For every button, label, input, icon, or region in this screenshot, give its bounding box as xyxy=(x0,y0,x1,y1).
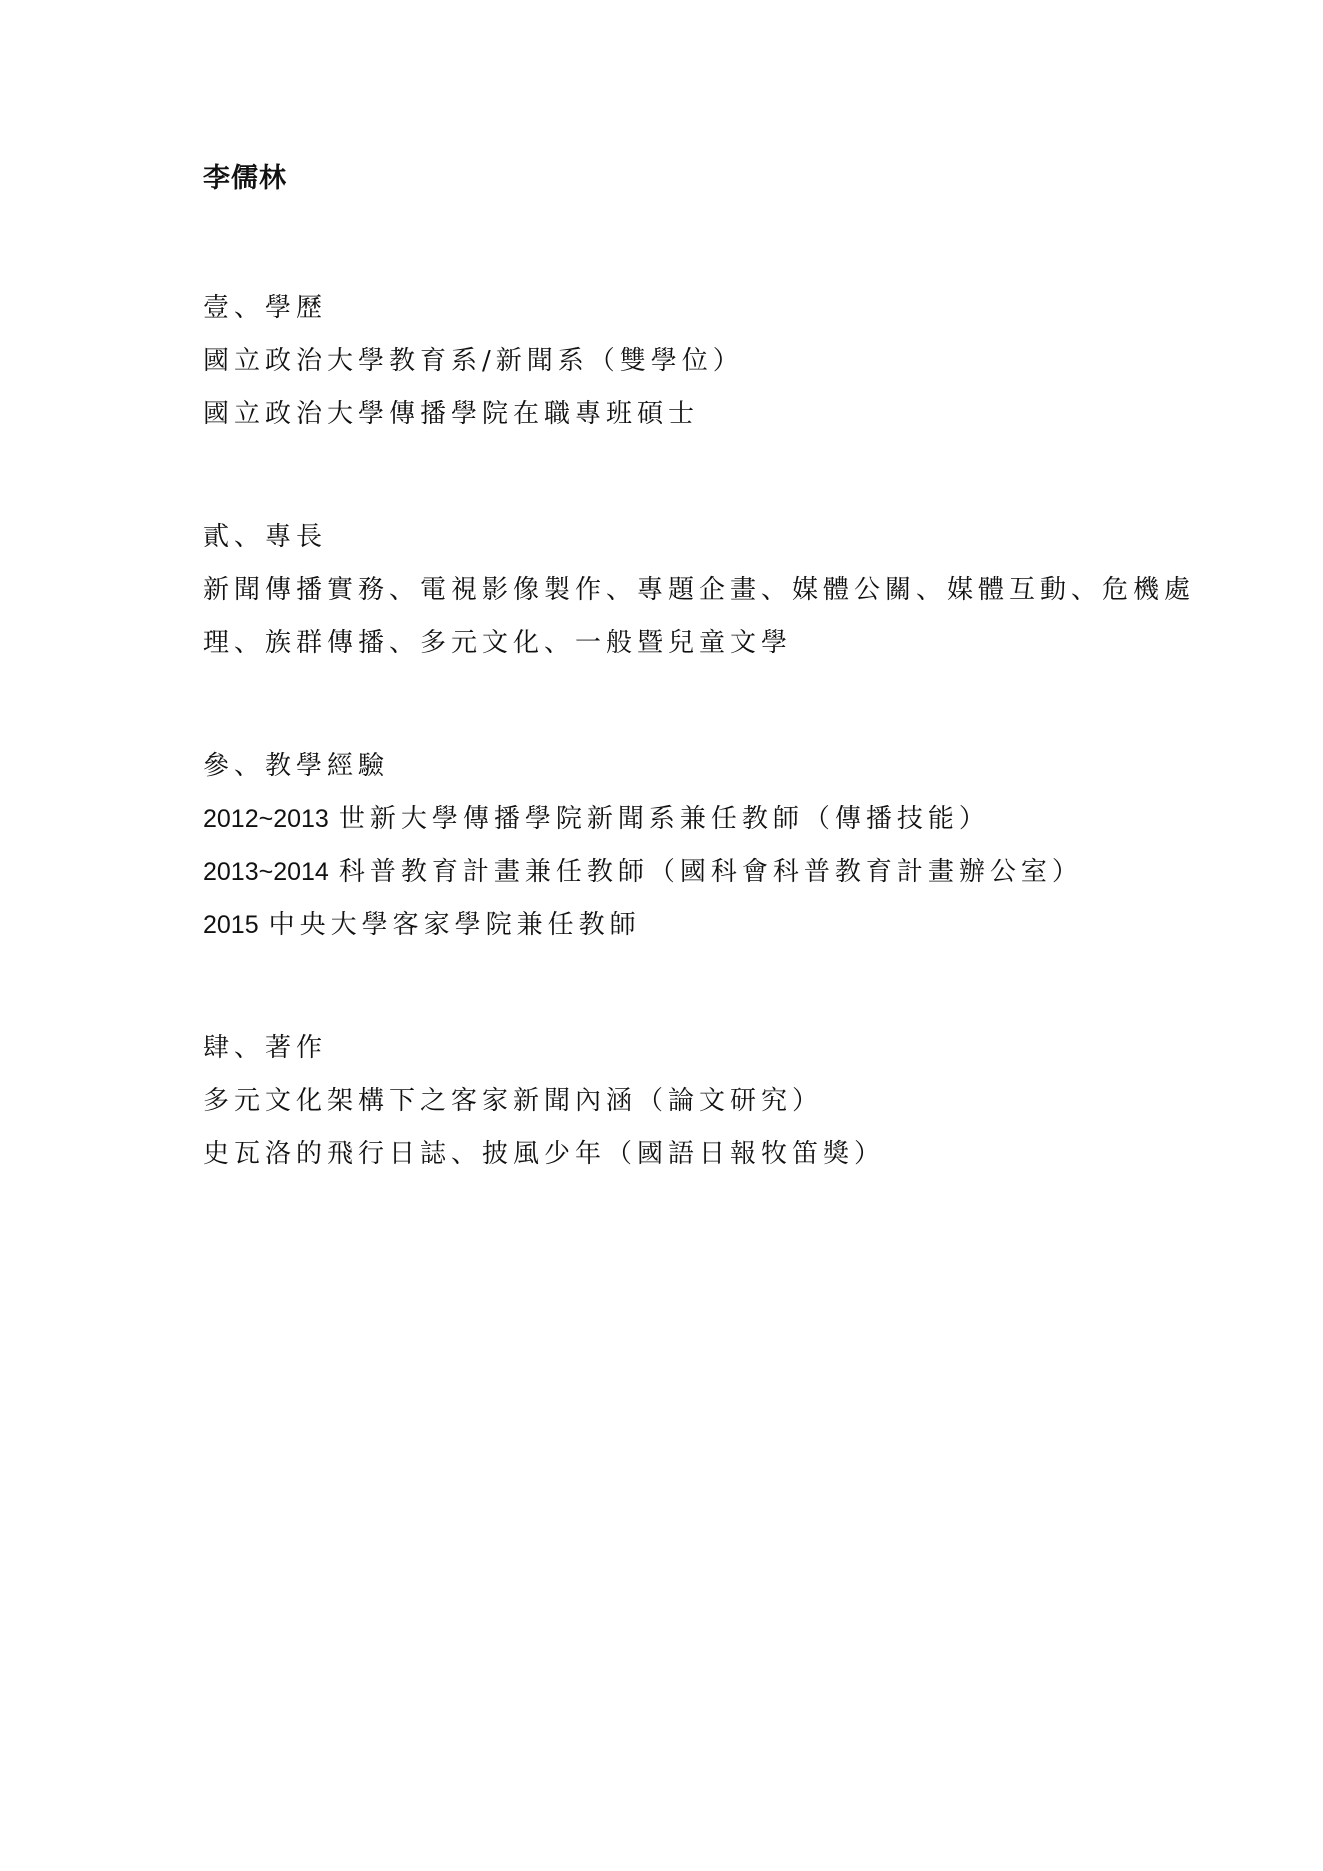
teaching-entry-text: 中央大學客家學院兼任教師 xyxy=(268,910,641,940)
expertise-line: 新聞傳播實務、電視影像製作、專題企畫、媒體公關、媒體互動、危機處 xyxy=(203,575,1196,605)
document-body xyxy=(203,160,1196,1181)
teaching-entry-year: 2015 xyxy=(203,911,259,939)
education-item: 國立政治大學傳播學院在職專班碩士 xyxy=(203,399,700,429)
teaching-entry-year: 2013~2014 xyxy=(203,858,329,886)
section-education xyxy=(203,282,1163,441)
section-heading-expertise: 貳、專長 xyxy=(203,522,328,552)
teaching-entry xyxy=(203,793,1163,846)
section-teaching-experience xyxy=(203,740,1163,952)
publication-item: 多元文化架構下之客家新聞內涵（論文研究） xyxy=(203,1086,824,1116)
section-heading-teaching: 參、教學經驗 xyxy=(203,751,390,781)
section-expertise xyxy=(203,511,1196,670)
publication-item: 史瓦洛的飛行日誌、披風少年（國語日報牧笛獎） xyxy=(203,1139,886,1169)
section-heading-education: 壹、學歷 xyxy=(203,293,328,323)
section-heading-publications: 肆、著作 xyxy=(203,1033,328,1063)
expertise-line: 理、族群傳播、多元文化、一般暨兒童文學 xyxy=(203,628,793,658)
teaching-entry xyxy=(203,846,1163,899)
teaching-entry xyxy=(203,899,1163,952)
teaching-entry-year: 2012~2013 xyxy=(203,805,329,833)
teaching-entry-text: 世新大學傳播學院新聞系兼任教師（傳播技能） xyxy=(338,804,990,834)
education-item: 國立政治大學教育系/新聞系（雙學位） xyxy=(203,346,744,376)
teaching-entry-text: 科普教育計畫兼任教師（國科會科普教育計畫辦公室） xyxy=(338,857,1083,887)
section-publications xyxy=(203,1022,1163,1181)
person-name: 李儒林 xyxy=(203,163,287,194)
